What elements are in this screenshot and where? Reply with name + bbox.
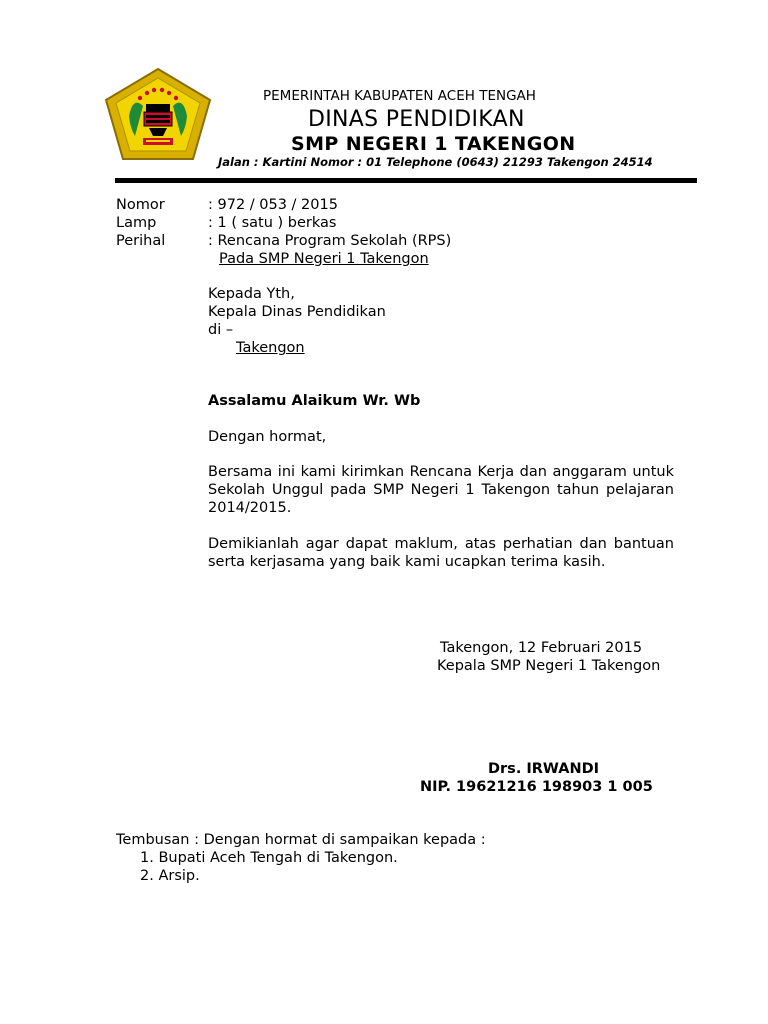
perihal-continuation: Pada SMP Negeri 1 Takengon	[219, 251, 429, 267]
address-line: Jalan : Kartini Nomor : 01 Telephone (0643) 21293 Takengon 24514	[218, 155, 653, 169]
signatory-nip: NIP. 19621216 198903 1 005	[420, 779, 653, 795]
cc-item: 2. Arsip.	[140, 868, 200, 884]
signatory-name: Drs. IRWANDI	[488, 761, 600, 777]
government-title: PEMERINTAH KABUPATEN ACEH TENGAH	[263, 88, 536, 104]
regency-logo	[103, 66, 213, 162]
nomor-label: Nomor	[116, 197, 165, 213]
body-paragraph-2: Demikianlah agar dapat maklum, atas perhatian dan bantuan serta kerjasama yang baik kami ucapkan terima kasih.	[208, 536, 674, 570]
letterhead-divider	[115, 178, 697, 183]
cc-heading: Tembusan : Dengan hormat di sampaikan kepada :	[116, 832, 486, 848]
agency-title: DINAS PENDIDIKAN	[308, 107, 525, 132]
nomor-value: : 972 / 053 / 2015	[208, 197, 338, 213]
school-title: SMP NEGERI 1 TAKENGON	[291, 133, 576, 155]
recipient-line2: Kepala Dinas Pendidikan	[208, 304, 386, 320]
recipient-city: Takengon	[236, 340, 305, 356]
perihal-value: : Rencana Program Sekolah (RPS)	[208, 233, 452, 249]
recipient-line3: di –	[208, 322, 234, 338]
greeting: Dengan hormat,	[208, 429, 327, 445]
cc-item: 1. Bupati Aceh Tengah di Takengon.	[140, 850, 398, 866]
signatory-position: Kepala SMP Negeri 1 Takengon	[437, 658, 661, 674]
body-paragraph-1: Bersama ini kami kirimkan Rencana Kerja dan anggaram untuk Sekolah Unggul pada SMP Negeri 1 Takengon tahun pelajaran 2014/2015.	[208, 464, 674, 516]
place-date: Takengon, 12 Februari 2015	[440, 640, 643, 656]
lamp-label: Lamp	[116, 215, 157, 231]
recipient-line1: Kepada Yth,	[208, 286, 295, 302]
salutation: Assalamu Alaikum Wr. Wb	[208, 393, 421, 409]
perihal-label: Perihal	[116, 233, 166, 249]
lamp-value: : 1 ( satu ) berkas	[208, 215, 337, 231]
